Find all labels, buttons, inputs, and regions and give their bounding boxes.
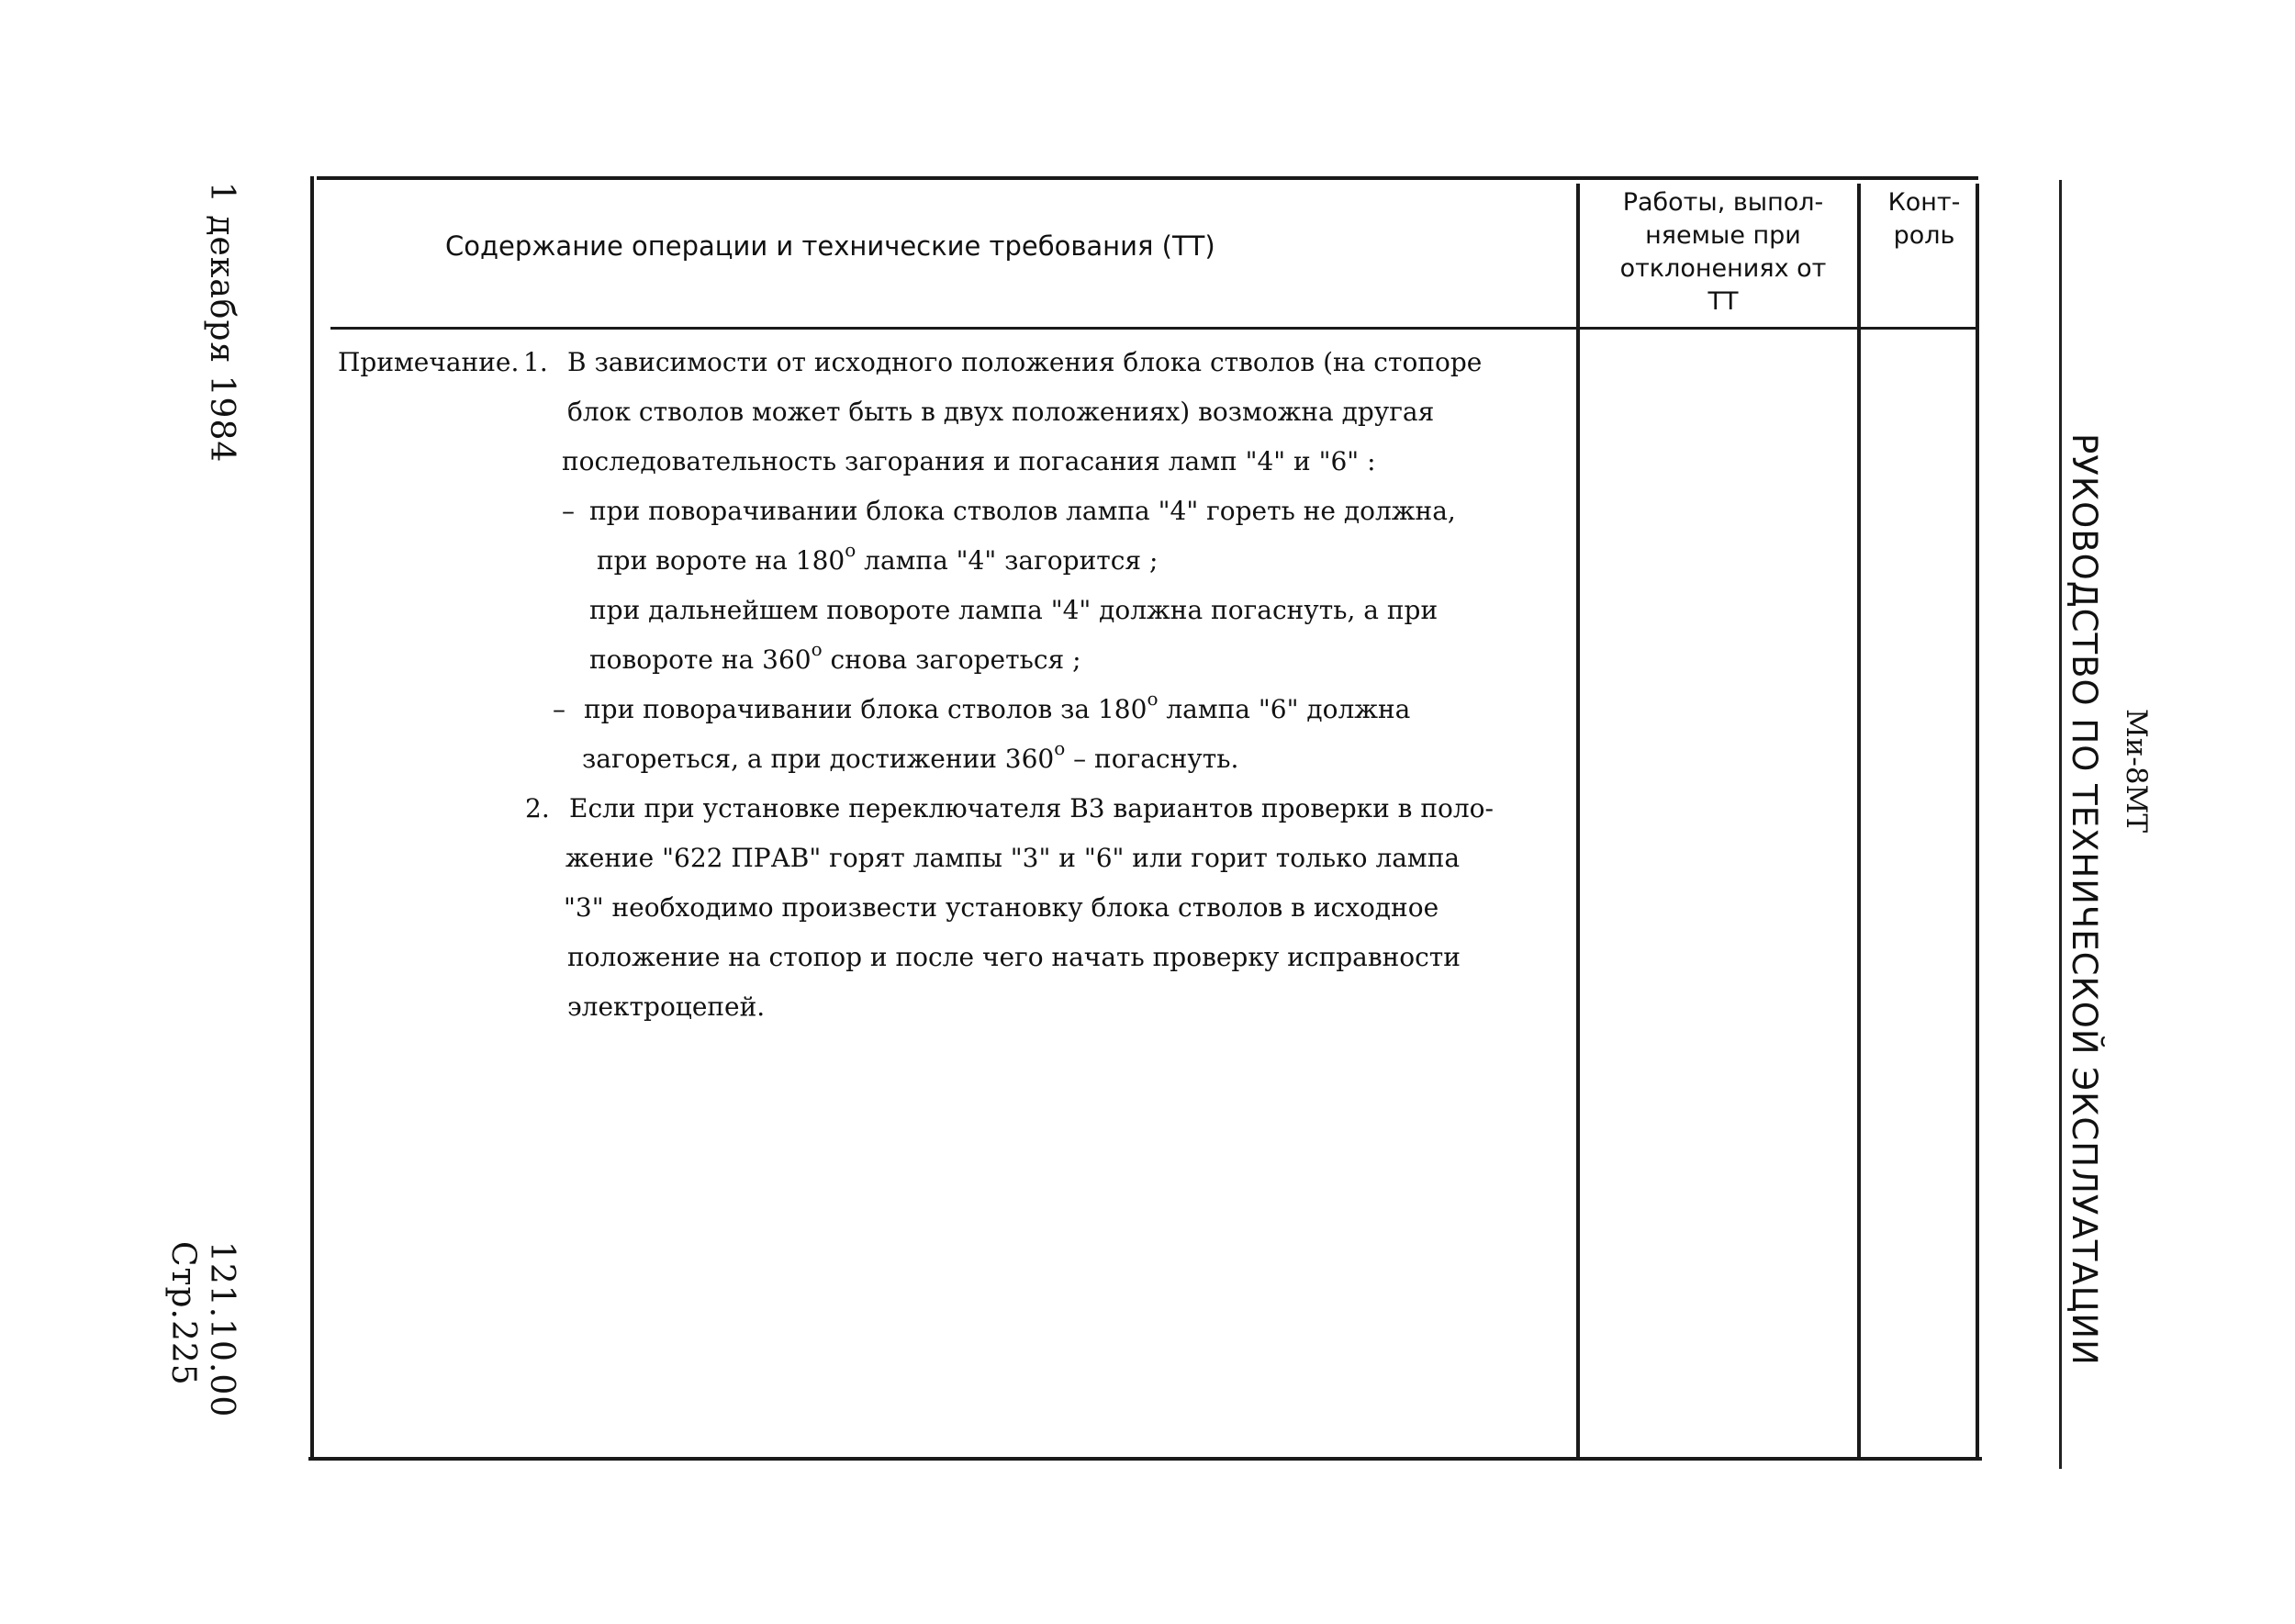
header-line: роль xyxy=(1893,221,1955,250)
header-deviation-works xyxy=(1590,186,1856,319)
note-text: повороте на 360 xyxy=(589,644,812,675)
column-divider-control xyxy=(1857,184,1861,1461)
header-divider xyxy=(330,327,1978,330)
header-line: Работы, выпол- xyxy=(1622,188,1824,217)
column-divider-deviation xyxy=(1576,184,1580,1461)
note-text: лампа "4" загорится ; xyxy=(856,545,1159,576)
note-line: В зависимости от исходного положения блока стволов (на стопоре xyxy=(567,347,1483,377)
table-bottom-border xyxy=(308,1457,1982,1461)
note-line: электроцепей. xyxy=(567,991,766,1022)
note-text: загореться, а при достижении 360 xyxy=(582,744,1055,774)
degree-mark: o xyxy=(1054,737,1066,759)
note-line: "3" необходимо произвести установку блока стволов в исходное xyxy=(564,892,1439,923)
right-margin-rule xyxy=(2059,180,2062,1469)
note-text: лампа "6" должна xyxy=(1158,694,1411,724)
manual-title: РУКОВОДСТВО ПО ТЕХНИЧЕСКОЙ ЭКСПЛУАТАЦИИ xyxy=(2065,433,2104,1366)
note-text: при вороте на 180 xyxy=(597,545,845,576)
header-control xyxy=(1869,186,1979,252)
note-text: при поворачивании блока стволов за 180 xyxy=(584,694,1148,724)
note-text: – погаснуть. xyxy=(1065,744,1239,774)
header-line: ТТ xyxy=(1707,287,1739,316)
aircraft-model: Ми-8МТ xyxy=(2120,709,2153,834)
page-number: Стр.225 xyxy=(164,1241,202,1386)
note-item-number: 2. xyxy=(525,793,550,823)
table-top-border xyxy=(317,176,1978,180)
note-item-number: 1. xyxy=(523,347,548,377)
header-line: Конт- xyxy=(1887,188,1961,217)
note-line: при дальнейшем повороте лампа "4" должна погаснуть, а при xyxy=(589,595,1439,625)
note-line xyxy=(584,688,1411,724)
note-line: жение "622 ПРАВ" горят лампы "3" и "6" или горит только лампа xyxy=(565,843,1461,873)
note-line: последовательность загорания и погасания ламп "4" и "6" : xyxy=(562,446,1376,476)
dash-marker: – xyxy=(562,496,575,526)
note-text: снова загореться ; xyxy=(822,644,1081,675)
note-line xyxy=(582,737,1239,774)
note-line: Если при установке переключателя В3 вариантов проверки в поло- xyxy=(569,793,1494,823)
note-line: при поворачивании блока стволов лампа "4" гореть не должна, xyxy=(589,496,1456,526)
degree-mark: o xyxy=(1147,688,1159,710)
table-left-border xyxy=(310,176,314,1461)
note-line: положение на стопор и после чего начать проверку исправности xyxy=(567,942,1461,972)
table-right-border xyxy=(1976,184,1979,1461)
document-date: 1 декабря 1984 xyxy=(203,182,241,464)
note-line xyxy=(589,638,1081,675)
header-line: няемые при xyxy=(1645,221,1801,250)
header-content: Содержание операции и технические требования (ТТ) xyxy=(445,230,1215,262)
note-line: блок стволов может быть в двух положениях) возможна другая xyxy=(567,397,1435,427)
dash-marker: – xyxy=(553,694,565,724)
note-label: Примечание. xyxy=(338,347,520,377)
degree-mark: o xyxy=(811,638,823,660)
degree-mark: o xyxy=(845,539,856,561)
header-line: отклонениях от xyxy=(1619,254,1827,283)
note-line xyxy=(597,539,1159,576)
document-number: 121.10.00 xyxy=(203,1241,241,1418)
